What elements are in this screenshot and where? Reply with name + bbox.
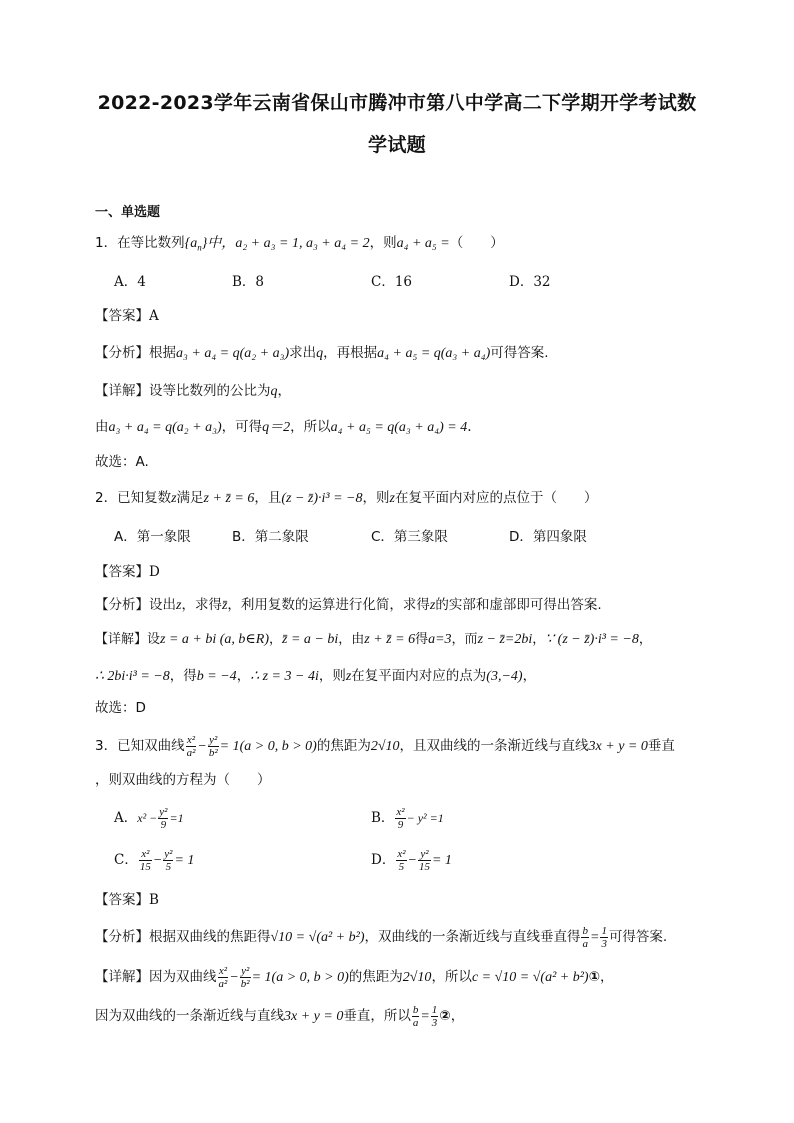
q1-option-c: C．16 (371, 274, 413, 290)
q1-option-d: D．32 (509, 274, 551, 290)
q1-option-a: A．4 (114, 274, 146, 290)
q2-detail-line-2: ∴ 2bi·i³ = −8，得b = −4，∴ z = 3 − 4i，则z在复平面内对应的点为(3,−4)， (95, 668, 537, 684)
q1-answer: 【答案】A (95, 308, 159, 324)
q2-analysis: 【分析】设出z，求得z̄，利用复数的运算进行化简，求得z的实部和虚部即可得出答案. (95, 597, 602, 613)
q3-option-b: B． $\frac{\text{x²}}{9}$ − y² =1 (371, 806, 444, 831)
q3-stem-line-1: 3．已知双曲线 $\frac{\text{x²}}{\text{a²}}$ − $\frac{\text{y²}}{\text{b²}}$ = 1(a > 0, b > 0)的焦距为2√10，且双曲线的一条渐近线与直线3x + y = 0垂直 (95, 734, 675, 759)
q3-stem-line-2: ，则双曲线的方程为（ ） (95, 772, 271, 788)
q2-stem: 2．已知复数z满足z + z̄ = 6，且(z − z̄)·i³ = −8，则z在复平面内对应的点位于（ ） (95, 490, 598, 506)
q2-option-d: D．第四象限 (509, 529, 587, 545)
q3-analysis: 【分析】根据双曲线的焦距得√10 = √(a² + b²)，双曲线的一条渐近线与直线垂直得 $\frac{b}{a}$ = $\frac{1}{3}$ 可得答案. (95, 925, 668, 950)
section-heading: 一、单选题 (95, 205, 161, 220)
q3-detail-line-1: 【详解】因为双曲线 $\frac{\text{x²}}{\text{a²}}$ − $\frac{\text{y²}}{\text{b²}}$ = 1(a > 0, b > 0)的焦距为2√10，所以c = √10 = √(a² + b²)①， (95, 965, 614, 990)
q3-option-c: C． $\frac{\text{x²}}{15}$ − $\frac{\text{y²}}{5}$ = 1 (114, 848, 195, 873)
q1-detail-line-1: 【详解】设等比数列的公比为q， (95, 383, 291, 399)
q3-answer: 【答案】B (95, 892, 159, 908)
q1-analysis: 【分析】根据a₃ + a₄ = q(a₂ + a₃)求出q，再根据a₄ + a₅ = q(a₃ + a₄)可得答案. (95, 345, 549, 361)
q2-detail-line-1: 【详解】设z = a + bi (a, b∈R)，z̄ = a − bi，由z + z̄ = 6得a=3，而z − z̄=2bi，∵ (z − z̄)·i³ = −8， (95, 632, 652, 647)
q3-option-d: D． $\frac{\text{x²}}{5}$ − $\frac{\text{y²}}{15}$ = 1 (371, 848, 452, 873)
q1-option-b: B．8 (232, 274, 265, 290)
document-title-line-1: 2022-2023学年云南省保山市腾冲市第八中学高二下学期开学考试数 (97, 92, 697, 114)
q1-stem: 1．在等比数列$\{a_n\}$中，a₂ + a₃ = 1, a₃ + a₄ = 2，则a₄ + a₅ =（ ） (95, 235, 504, 253)
q2-option-b: B．第二象限 (232, 529, 309, 545)
q2-answer: 【答案】D (95, 564, 160, 580)
q2-conclusion: 故选：D (95, 700, 146, 716)
q2-option-c: C．第三象限 (371, 529, 448, 545)
document-title-line-2: 学试题 (368, 134, 426, 156)
q1-detail-line-2: 由a₃ + a₄ = q(a₂ + a₃)，可得q＝2，所以a₄ + a₅ = q(a₃ + a₄) = 4. (95, 419, 472, 435)
q3-fraction-x: $\frac{\text{x²}}{\text{a²}}$ (186, 734, 196, 759)
q2-option-a: A．第一象限 (114, 529, 191, 545)
q3-option-a: A．x² − $\frac{\text{y²}}{9}$ =1 (114, 806, 184, 831)
q3-detail-line-2: 因为双曲线的一条渐近线与直线3x + y = 0垂直，所以 $\frac{b}{a}$ = $\frac{1}{3}$ ②， (95, 1004, 465, 1029)
q3-fraction-y: $\frac{\text{y²}}{\text{b²}}$ (208, 734, 218, 759)
q1-conclusion: 故选：A. (95, 454, 149, 470)
